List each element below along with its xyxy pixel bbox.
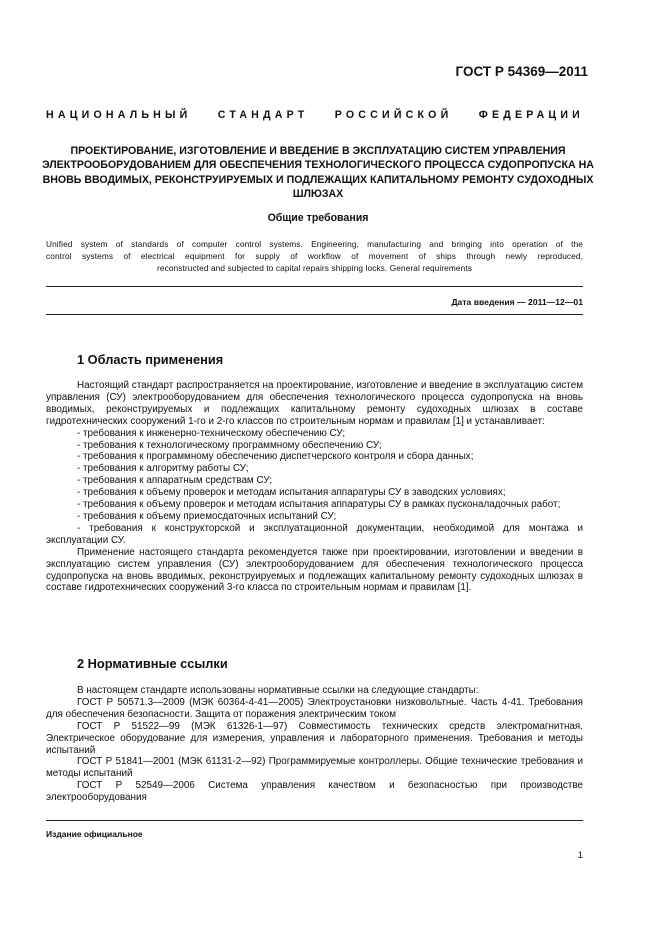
list-item: - требования к технологическому программному обеспечению СУ; <box>77 439 382 451</box>
english-title-line-2: control systems of electrical equipment for supply of workflow of movement of ships through newly reproduced, <box>46 251 583 261</box>
english-title-line-3: reconstructed and subjected to capital repairs shipping locks. General requirements <box>157 263 472 273</box>
footer-divider <box>46 820 583 821</box>
list-item: - требования к конструкторской и эксплуатационной документации, необходимой для монтажа и эксплуатации СУ. <box>46 522 583 546</box>
section-1-paragraph-2: Применение настоящего стандарта рекомендуется также при проектировании, изготовлении и введении в эксплуатацию систем управления (СУ) электрооборудованием для обеспечения технологического процесса судопропуска на вновь вводимых, реконструируемых и подлежащих капитальному ремонту судоходных шлюзах в составе гидротехнических сооружений 3-го класса по строительным нормам и правилам [1]. <box>46 546 583 594</box>
introduction-date: Дата введения — 2011—12—01 <box>451 297 583 307</box>
english-title-line-1: Unified system of standards of computer control systems. Engineering, manufacturing and bringing into operation of the <box>46 239 583 249</box>
national-standard-banner: НАЦИОНАЛЬНЫЙ СТАНДАРТ РОССИЙСКОЙ ФЕДЕРАЦИИ <box>46 109 584 121</box>
list-item: - требования к инженерно-техническому обеспечению СУ; <box>77 427 346 439</box>
section-1-paragraph-1: Настоящий стандарт распространяется на проектирование, изготовление и введение в эксплуатацию систем управления (СУ) электрооборудованием для обеспечения технологического процесса судопропуска на вновь вводимых, реконструируемых и подлежащих капитальному ремонту судоходных шлюзах в составе гидротехнических сооружений 1-го и 2-го классов по строительным нормам и правилам [1] и устанавливает: <box>46 380 583 427</box>
normative-reference: ГОСТ Р 50571.3—2009 (МЭК 60364-4-41—2005) Электроустановки низковольтные. Часть 4-41. Требования для обеспечения безопасности. Защита от поражения электрическим током <box>46 696 583 720</box>
list-item: - требования к объему проверок и методам испытания аппаратуры СУ в рамках пусконаладочных работ; <box>77 499 561 511</box>
english-title <box>46 238 583 274</box>
normative-reference: ГОСТ Р 52549—2006 Система управления качеством и безопасностью при производстве электрооборудования <box>46 780 583 804</box>
title-divider <box>46 286 583 287</box>
list-item: - требования к аппаратным средствам СУ; <box>77 475 273 487</box>
list-item: - требования к программному обеспечению диспетчерского контроля и сбора данных; <box>77 451 474 463</box>
gost-number: ГОСТ Р 54369—2011 <box>455 64 588 79</box>
date-divider <box>46 314 583 315</box>
normative-reference: ГОСТ Р 51522—99 (МЭК 61326-1—97) Совместимость технических средств электромагнитная. Электрическое оборудование для измерения, управления и лабораторного применения. Требования и методы испытаний <box>46 720 583 756</box>
document-title: ПРОЕКТИРОВАНИЕ, ИЗГОТОВЛЕНИЕ И ВВЕДЕНИЕ В ЭКСПЛУАТАЦИЮ СИСТЕМ УПРАВЛЕНИЯ ЭЛЕКТРООБОРУДОВАНИЕМ ДЛЯ ОБЕСПЕЧЕНИЯ ТЕХНОЛОГИЧЕСКОГО ПРОЦЕССА СУДОПРОПУСКА НА ВНОВЬ ВВОДИМЫХ, РЕКОНСТРУИРУЕМЫХ И ПОДЛЕЖАЩИХ КАПИТАЛЬНОМУ РЕМОНТУ СУДОХОДНЫХ ШЛЮЗАХ <box>42 145 594 200</box>
section-2-heading: 2 Нормативные ссылки <box>77 656 228 671</box>
section-1-heading: 1 Область применения <box>77 352 224 367</box>
page-number: 1 <box>577 850 583 861</box>
list-item: - требования к объему приемосдаточных испытаний СУ; <box>77 510 337 522</box>
section-2-body <box>46 685 583 804</box>
list-item: - требования к объему проверок и методам испытания аппаратуры СУ в заводских условиях; <box>77 487 506 499</box>
section-1-body <box>46 380 583 594</box>
section-2-intro: В настоящем стандарте использованы нормативные ссылки на следующие стандарты: <box>77 685 479 696</box>
list-item: - требования к алгоритму работы СУ; <box>77 463 249 475</box>
official-edition-label: Издание официальное <box>46 829 143 839</box>
normative-reference: ГОСТ Р 51841—2001 (МЭК 61131-2—92) Программируемые контроллеры. Общие технические требования и методы испытаний <box>46 756 583 780</box>
document-subtitle: Общие требования <box>267 212 369 224</box>
